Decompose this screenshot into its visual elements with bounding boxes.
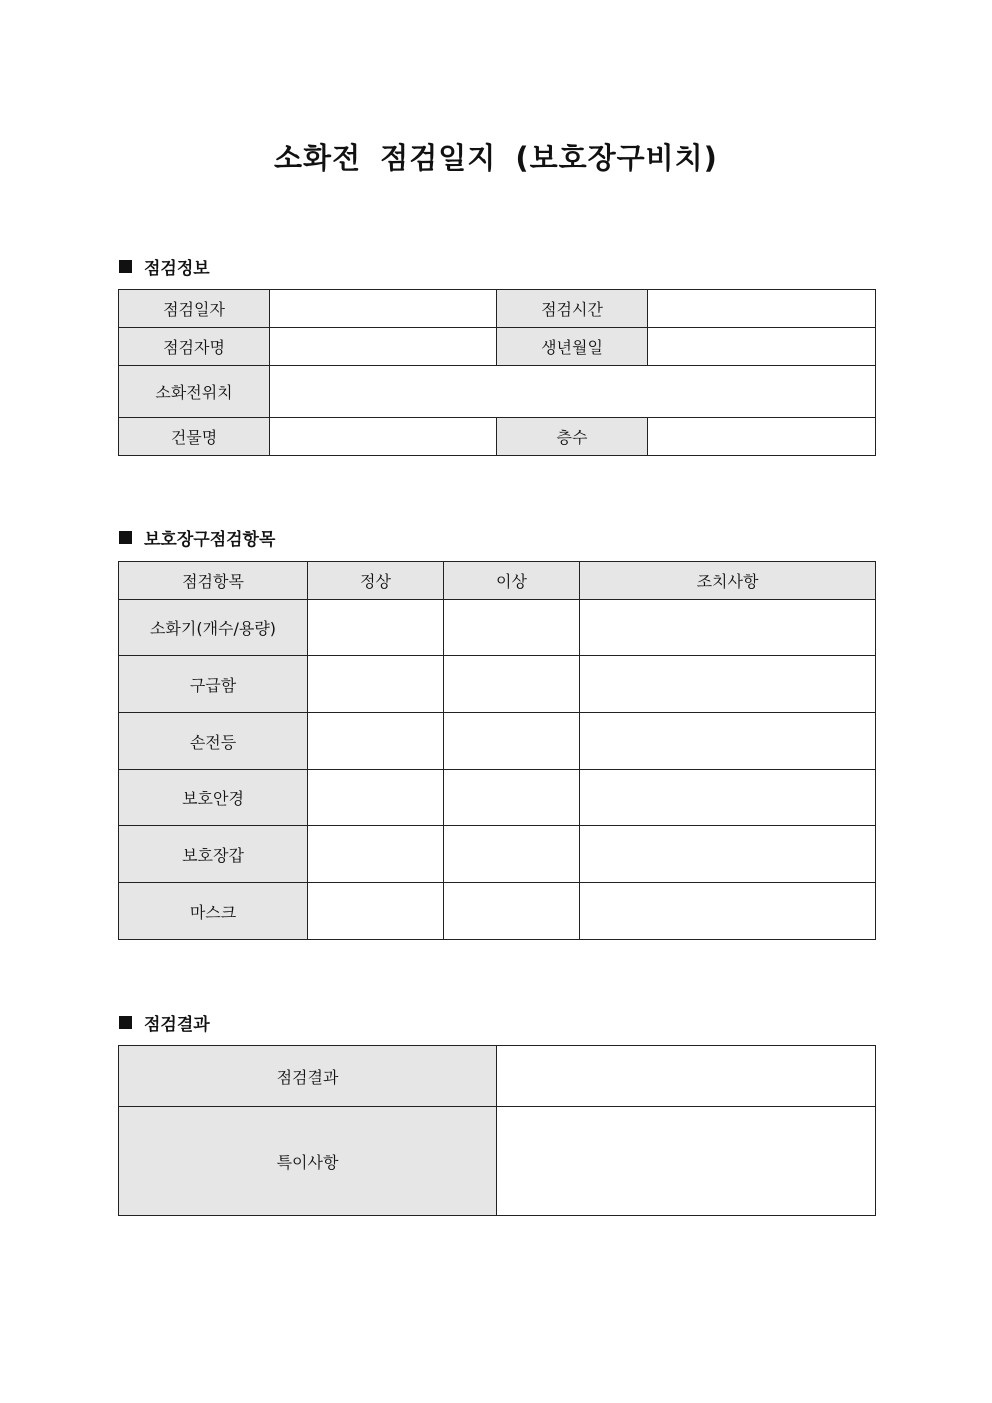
row-label: 구급함 [119, 656, 308, 713]
table-row [119, 1046, 876, 1107]
action-cell[interactable] [580, 826, 876, 883]
table-row [119, 656, 876, 713]
normal-cell[interactable] [308, 600, 444, 656]
table-row [119, 883, 876, 940]
table-row [119, 366, 876, 418]
label-building: 건물명 [119, 418, 270, 456]
action-cell[interactable] [580, 600, 876, 656]
label-time: 점검시간 [497, 290, 648, 328]
label-floor: 층수 [497, 418, 648, 456]
table-row [119, 770, 876, 826]
normal-cell[interactable] [308, 883, 444, 940]
table-row [119, 826, 876, 883]
square-bullet-icon [119, 531, 132, 544]
remarks-field[interactable] [497, 1107, 876, 1216]
abnormal-cell[interactable] [444, 656, 580, 713]
normal-cell[interactable] [308, 713, 444, 770]
square-bullet-icon [119, 260, 132, 273]
abnormal-cell[interactable] [444, 826, 580, 883]
label-remarks: 특이사항 [119, 1107, 497, 1216]
normal-cell[interactable] [308, 826, 444, 883]
page-title: 소화전 점검일지 (보호장구비치) [274, 141, 718, 175]
section-heading-result [119, 1010, 210, 1035]
row-label: 손전등 [119, 713, 308, 770]
row-label: 소화기(개수/용량) [119, 600, 308, 656]
row-label: 마스크 [119, 883, 308, 940]
section-heading-label: 점검정보 [144, 259, 210, 279]
row-label: 보호장갑 [119, 826, 308, 883]
table-header-row [119, 562, 876, 600]
result-table [118, 1045, 876, 1216]
action-cell[interactable] [580, 656, 876, 713]
section-heading-equipment [119, 525, 275, 550]
table-row [119, 713, 876, 770]
action-cell[interactable] [580, 883, 876, 940]
section-heading-info [119, 254, 210, 279]
label-result: 점검결과 [119, 1046, 497, 1107]
abnormal-cell[interactable] [444, 713, 580, 770]
action-cell[interactable] [580, 713, 876, 770]
location-field[interactable] [270, 366, 876, 418]
floor-field[interactable] [648, 418, 876, 456]
label-inspector: 점검자명 [119, 328, 270, 366]
date-field[interactable] [270, 290, 497, 328]
action-cell[interactable] [580, 770, 876, 826]
column-header: 점검항목 [119, 562, 308, 600]
table-row [119, 1107, 876, 1216]
inspector-field[interactable] [270, 328, 497, 366]
section-heading-label: 점검결과 [144, 1015, 210, 1035]
table-row [119, 600, 876, 656]
label-birth: 생년월일 [497, 328, 648, 366]
column-header: 이상 [444, 562, 580, 600]
abnormal-cell[interactable] [444, 883, 580, 940]
abnormal-cell[interactable] [444, 600, 580, 656]
table-row [119, 418, 876, 456]
birth-field[interactable] [648, 328, 876, 366]
label-location: 소화전위치 [119, 366, 270, 418]
building-field[interactable] [270, 418, 497, 456]
time-field[interactable] [648, 290, 876, 328]
table-row [119, 290, 876, 328]
column-header: 조치사항 [580, 562, 876, 600]
section-heading-label: 보호장구점검항목 [144, 530, 276, 550]
normal-cell[interactable] [308, 770, 444, 826]
info-table [118, 289, 876, 456]
label-date: 점검일자 [119, 290, 270, 328]
row-label: 보호안경 [119, 770, 308, 826]
equipment-table [118, 561, 876, 940]
abnormal-cell[interactable] [444, 770, 580, 826]
square-bullet-icon [119, 1016, 132, 1029]
table-row [119, 328, 876, 366]
result-field[interactable] [497, 1046, 876, 1107]
column-header: 정상 [308, 562, 444, 600]
normal-cell[interactable] [308, 656, 444, 713]
